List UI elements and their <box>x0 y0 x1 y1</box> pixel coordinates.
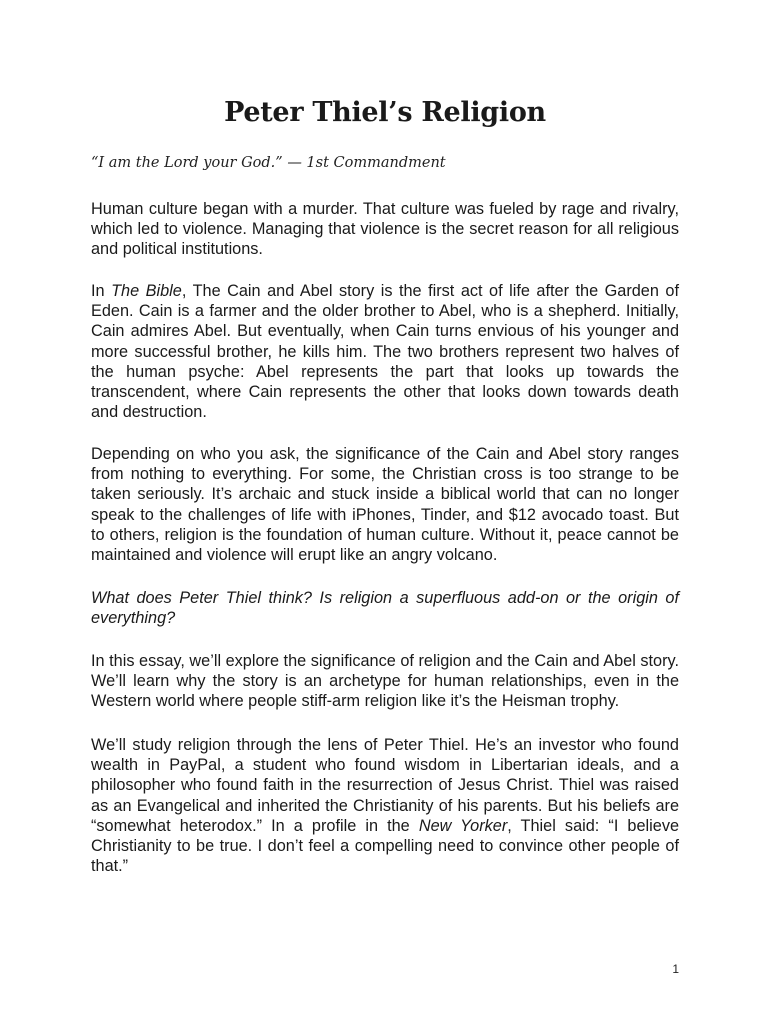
paragraph-2-body: , The Cain and Abel story is the first act of life after the Garden of Eden. Cain is a farmer and the older brother to Abel, who is a shepherd. Initially, Cain admires Abel. But eventually, when Cain turns envious of his younger and more successful brother, he kills him. The two brothers represent two halves of the human psyche: Abel represents the part that looks up towards the transcendent, where Cain represents the other that looks down towards death and destruction. <box>91 282 679 422</box>
paragraph-1: Human culture began with a murder. That culture was fueled by rage and rivalry, which led to violence. Managing that violence is the secret reason for all religious and political institutions. <box>91 200 679 259</box>
paragraph-6-lead: We’ll study religion through the lens of Peter Thiel. He’s an investor who found wealth in PayPal, a student who found wisdom in Libertarian ideals, and a philosopher who found faith in the resurrection of Jesus Christ. Thiel was raised as an Evangelical and inherited the Christianity of his parents. But his beliefs are “somewhat heterodox.” In a profile in the <box>91 736 679 835</box>
paragraph-6 <box>91 735 679 876</box>
epigraph: “I am the Lord your God.” — 1st Commandment <box>91 155 446 171</box>
paragraph-4-question: What does Peter Thiel think? Is religion a superfluous add-on or the origin of everything? <box>91 589 679 628</box>
new-yorker-title: New Yorker <box>418 816 508 835</box>
paragraph-6-body: , Thiel said: “I believe Christianity to be true. I don’t feel a compelling need to convince other people of that.” <box>91 816 680 876</box>
paragraph-5: In this essay, we’ll explore the significance of religion and the Cain and Abel story. We’ll learn why the story is an archetype for human relationships, even in the Western world where people stiff-arm religion like it’s the Heisman trophy. <box>91 652 679 711</box>
bible-title: The Bible <box>111 282 182 300</box>
paragraph-3: Depending on who you ask, the significance of the Cain and Abel story ranges from nothing to everything. For some, the Christian cross is too strange to be taken seriously. It’s archaic and stuck inside a biblical world that can no longer speak to the challenges of life with iPhones, Tinder, and $12 avocado toast. But to others, religion is the foundation of human culture. Without it, peace cannot be maintained and violence will erupt like an angry volcano. <box>91 445 679 565</box>
page-number: 1 <box>672 962 679 976</box>
document-title: Peter Thiel’s Religion <box>224 97 546 128</box>
paragraph-2-lead: In <box>91 282 112 300</box>
paragraph-2 <box>91 281 679 422</box>
